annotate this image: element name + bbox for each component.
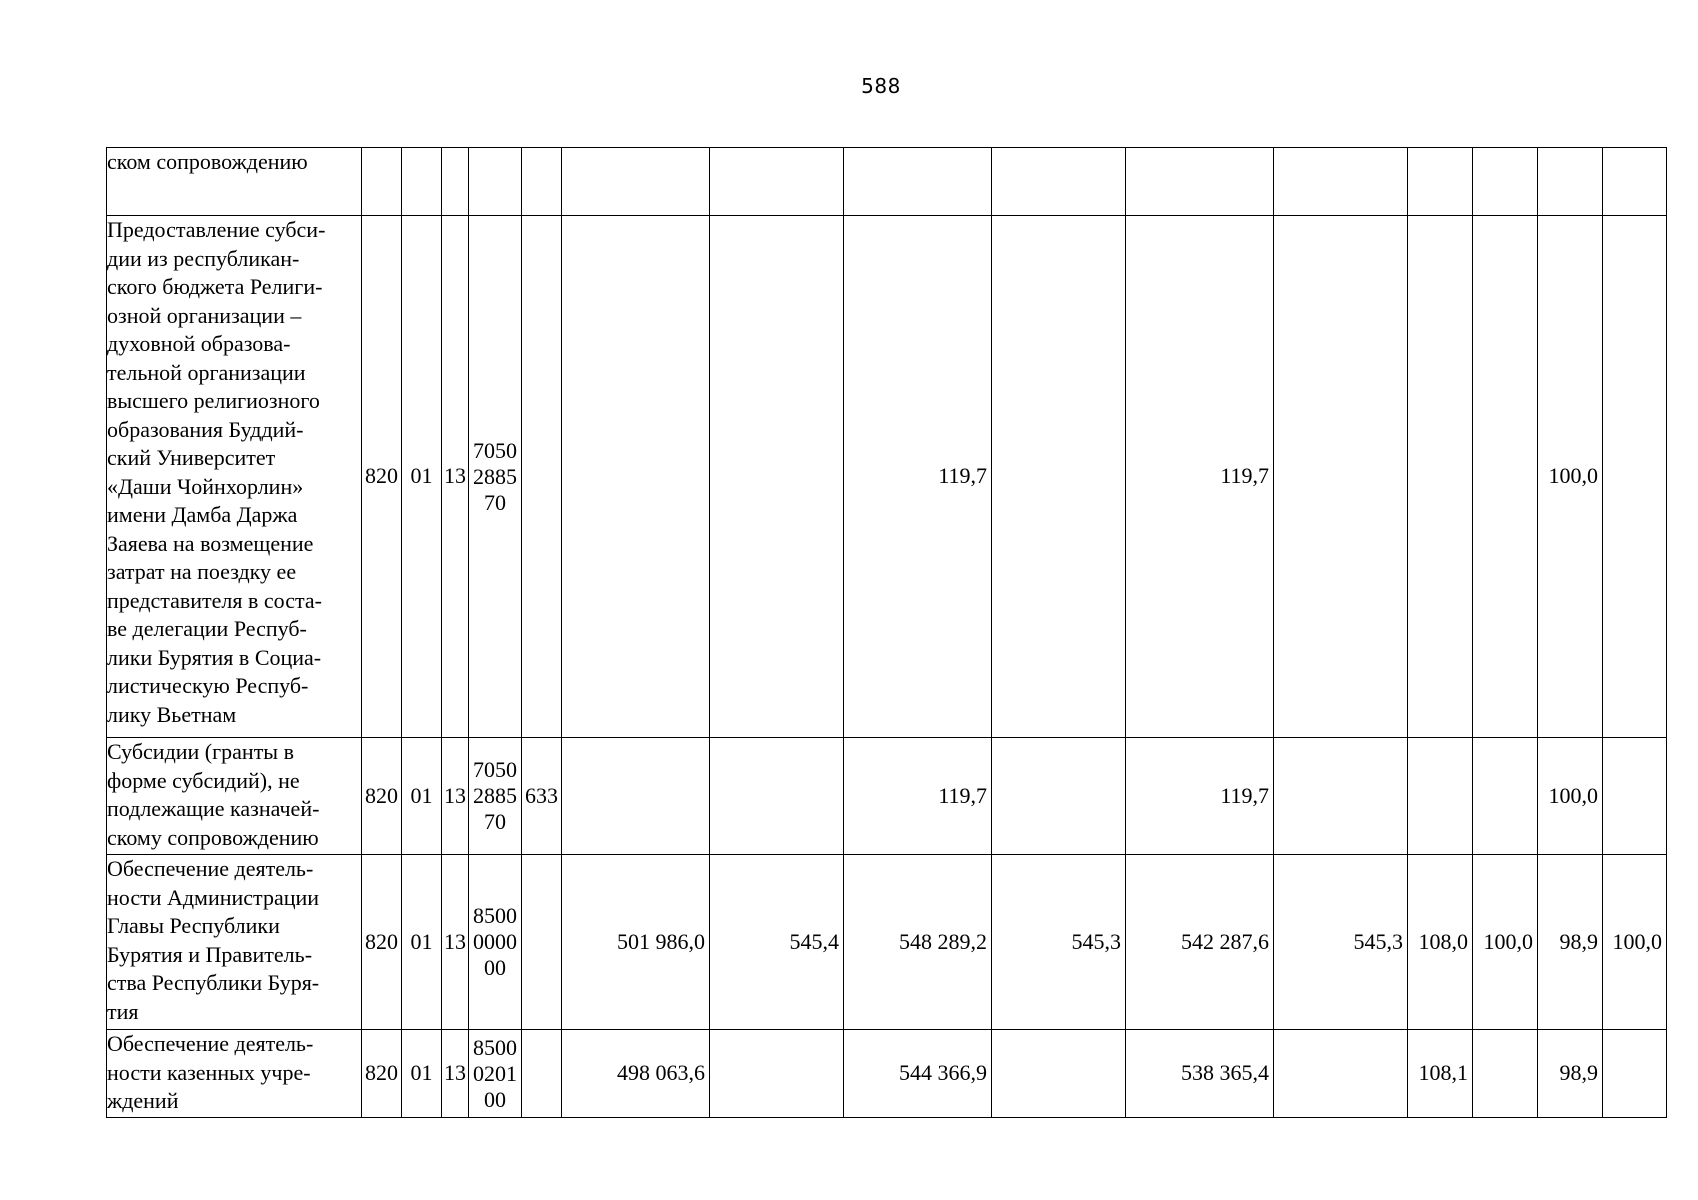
table-row: [107, 1030, 1667, 1118]
value-cell-2: [710, 1030, 844, 1118]
table-row: [107, 738, 1667, 855]
table-body: [107, 148, 1667, 1118]
item-name-line: «Даши Чойнхорлин»: [107, 473, 304, 499]
gr-code-cell: [362, 148, 402, 216]
table-row: [107, 216, 1667, 738]
item-name-cell: [107, 1030, 362, 1118]
value-cell-9: 98,9: [1538, 1030, 1603, 1118]
gr-code-cell: 820: [362, 738, 402, 855]
budget-table: [106, 147, 1667, 1118]
subsection-code-cell: 13: [442, 1030, 469, 1118]
item-name-line: тельной организации: [107, 359, 306, 385]
value-cell-3: 119,7: [844, 216, 992, 738]
value-cell-4: [992, 148, 1126, 216]
item-name-line: высшего религиозного: [107, 388, 320, 413]
subsection-code-cell: [442, 148, 469, 216]
value-cell-7: [1408, 216, 1473, 738]
subsection-code-cell: 13: [442, 738, 469, 855]
page-number: 588: [861, 74, 901, 98]
expense-type-cell: 633: [522, 738, 562, 855]
expense-type-cell: [522, 855, 562, 1030]
item-name-line: озной организации –: [107, 302, 302, 328]
target-article-cell: [469, 216, 522, 738]
section-code-cell: [402, 148, 442, 216]
value-cell-4: [992, 738, 1126, 855]
value-cell-6: [1274, 738, 1408, 855]
value-cell-10: [1603, 738, 1667, 855]
item-name-line: образования Буддий-: [107, 416, 304, 442]
target-article-part: 2885: [473, 463, 517, 489]
item-name-line: ве делегации Респуб-: [107, 616, 307, 641]
value-cell-7: [1408, 738, 1473, 855]
value-cell-7: 108,1: [1408, 1030, 1473, 1118]
value-cell-8: [1473, 738, 1538, 855]
target-article-part: 8500: [473, 1034, 517, 1060]
item-name-line: Субсидии (гранты в: [107, 739, 294, 764]
target-article-cell: [469, 1030, 522, 1118]
item-name-line: ности Администрации: [107, 884, 320, 910]
value-cell-1: 501 986,0: [562, 855, 710, 1030]
target-article-part: 0201: [473, 1060, 517, 1086]
item-name-cell: [107, 855, 362, 1030]
item-name-line: ждений: [107, 1088, 179, 1113]
item-name-line: Главы Республики: [107, 913, 280, 938]
item-name-line: лику Вьетнам: [107, 701, 237, 727]
value-cell-2: 545,4: [710, 855, 844, 1030]
value-cell-9: 100,0: [1538, 738, 1603, 855]
value-cell-4: 545,3: [992, 855, 1126, 1030]
value-cell-1: [562, 738, 710, 855]
item-name-line: листическую Респуб-: [107, 673, 309, 698]
item-name-line: лики Бурятия в Социа-: [107, 644, 322, 670]
target-article-cell: [469, 738, 522, 855]
item-name-line: имени Дамба Даржа: [107, 502, 298, 527]
item-name-line: представителя в соста-: [107, 587, 322, 613]
value-cell-9: 98,9: [1538, 855, 1603, 1030]
item-name-line: ского бюджета Религи-: [107, 274, 323, 299]
item-name-line: Обеспечение деятель-: [107, 1031, 314, 1056]
value-cell-3: 544 366,9: [844, 1030, 992, 1118]
target-article-part: 7050: [473, 757, 517, 782]
item-name-line: ский Университет: [107, 445, 276, 470]
item-name-line: подлежащие казначей-: [107, 796, 320, 821]
value-cell-1: [562, 148, 710, 216]
value-cell-2: [710, 738, 844, 855]
target-article-part: 70: [484, 489, 506, 515]
value-cell-1: 498 063,6: [562, 1030, 710, 1118]
target-article-part: 8500: [473, 903, 517, 928]
expense-type-cell: [522, 216, 562, 738]
target-article-cell: [469, 855, 522, 1030]
subsection-code-cell: 13: [442, 855, 469, 1030]
value-cell-6: [1274, 1030, 1408, 1118]
target-article-part: 00: [484, 1086, 506, 1112]
value-cell-3: 119,7: [844, 738, 992, 855]
value-cell-5: 542 287,6: [1126, 855, 1274, 1030]
value-cell-8: [1473, 1030, 1538, 1118]
value-cell-5: [1126, 148, 1274, 216]
section-code-cell: 01: [402, 738, 442, 855]
value-cell-7: [1408, 148, 1473, 216]
item-name-line: Предоставление субси-: [107, 217, 326, 242]
target-article-cell: [469, 148, 522, 216]
value-cell-4: [992, 216, 1126, 738]
value-cell-9: 100,0: [1538, 216, 1603, 738]
item-name-line: дии из республикан-: [107, 245, 300, 271]
item-name-line: ства Республики Буря-: [107, 970, 320, 995]
gr-code-cell: 820: [362, 1030, 402, 1118]
value-cell-8: [1473, 148, 1538, 216]
item-name-line: скому сопровождению: [107, 824, 319, 850]
value-cell-5: 119,7: [1126, 216, 1274, 738]
table-row: [107, 855, 1667, 1030]
item-name-line: ности казенных учре-: [107, 1059, 311, 1085]
gr-code-cell: 820: [362, 855, 402, 1030]
item-name-line: Обеспечение деятель-: [107, 856, 314, 881]
item-name-line: ском сопровождению: [107, 149, 308, 174]
target-article-part: 00: [484, 955, 506, 980]
item-name-line: духовной образова-: [107, 331, 291, 356]
section-code-cell: 01: [402, 1030, 442, 1118]
value-cell-5: 538 365,4: [1126, 1030, 1274, 1118]
value-cell-9: [1538, 148, 1603, 216]
item-name-cell: [107, 738, 362, 855]
section-code-cell: 01: [402, 216, 442, 738]
value-cell-10: [1603, 148, 1667, 216]
subsection-code-cell: 13: [442, 216, 469, 738]
section-code-cell: 01: [402, 855, 442, 1030]
value-cell-3: 548 289,2: [844, 855, 992, 1030]
target-article-part: 0000: [473, 929, 517, 954]
value-cell-6: [1274, 216, 1408, 738]
value-cell-3: [844, 148, 992, 216]
item-name-cell: [107, 216, 362, 738]
item-name-line: тия: [107, 998, 139, 1024]
table-row: [107, 148, 1667, 216]
item-name-line: затрат на поездку ее: [107, 559, 297, 584]
item-name-line: форме субсидий), не: [107, 767, 300, 793]
value-cell-7: 108,0: [1408, 855, 1473, 1030]
target-article-part: 7050: [473, 437, 517, 463]
item-name-line: Заяева на возмещение: [107, 530, 314, 556]
value-cell-2: [710, 216, 844, 738]
value-cell-2: [710, 148, 844, 216]
value-cell-1: [562, 216, 710, 738]
value-cell-6: [1274, 148, 1408, 216]
target-article-part: 2885: [473, 783, 517, 808]
value-cell-4: [992, 1030, 1126, 1118]
value-cell-8: [1473, 216, 1538, 738]
value-cell-10: 100,0: [1603, 855, 1667, 1030]
value-cell-6: 545,3: [1274, 855, 1408, 1030]
target-article-part: 70: [484, 809, 506, 834]
value-cell-5: 119,7: [1126, 738, 1274, 855]
gr-code-cell: 820: [362, 216, 402, 738]
item-name-cell: [107, 148, 362, 216]
value-cell-10: [1603, 216, 1667, 738]
item-name-line: Бурятия и Правитель-: [107, 941, 313, 967]
value-cell-8: 100,0: [1473, 855, 1538, 1030]
expense-type-cell: [522, 148, 562, 216]
expense-type-cell: [522, 1030, 562, 1118]
value-cell-10: [1603, 1030, 1667, 1118]
